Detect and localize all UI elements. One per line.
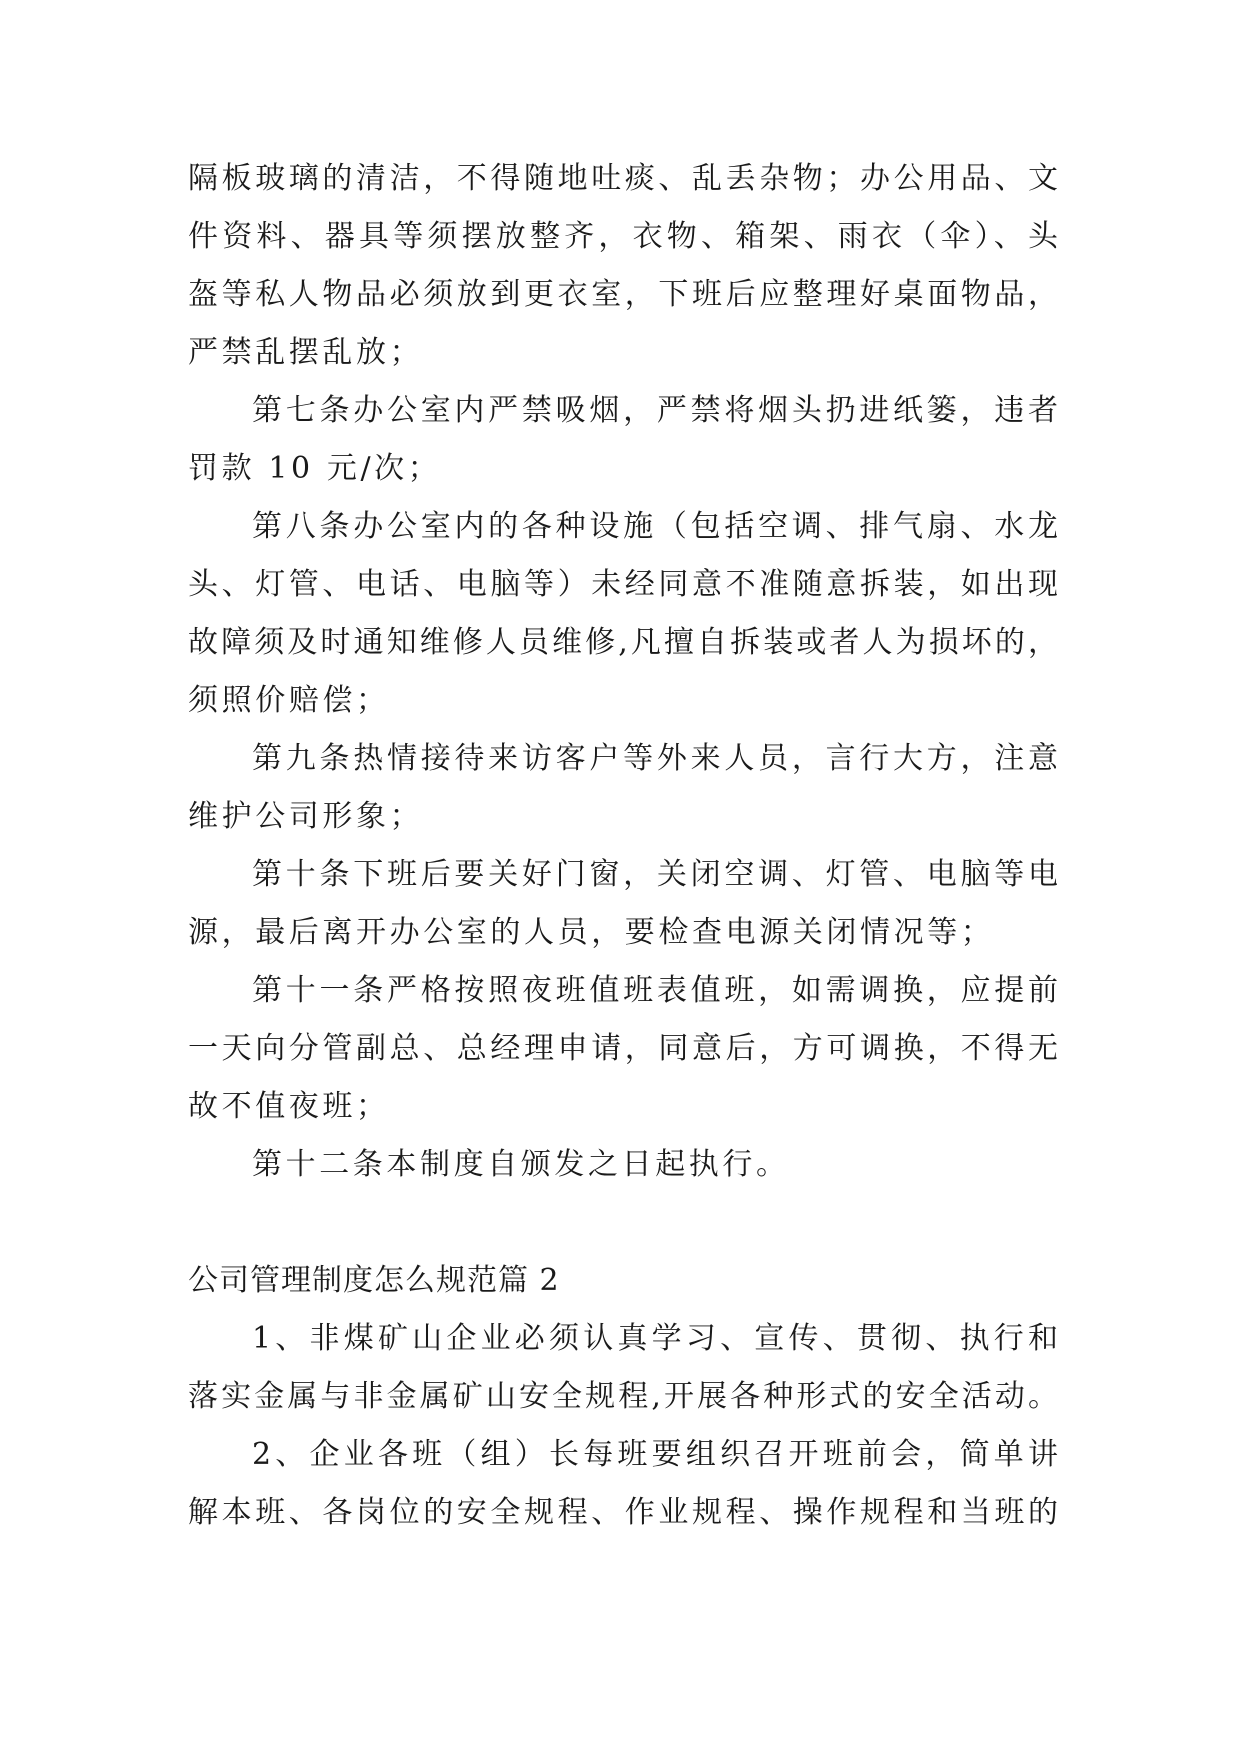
paragraph-item-2: 2、企业各班（组）长每班要组织召开班前会，简单讲 bbox=[252, 1437, 1058, 1472]
section-heading: 公司管理制度怎么规范篇 2 bbox=[188, 1263, 560, 1298]
text-line: 件资料、器具等须摆放整齐，衣物、箱架、雨衣（伞）、头 bbox=[188, 219, 1058, 254]
text-line: 故不值夜班； bbox=[188, 1089, 390, 1124]
text-line: 落实金属与非金属矿山安全规程,开展各种形式的安全活动。 bbox=[188, 1379, 1058, 1414]
text-line: 盔等私人物品必须放到更衣室，下班后应整理好桌面物品， bbox=[188, 277, 1058, 312]
text-line: 源，最后离开办公室的人员，要检查电源关闭情况等； bbox=[188, 915, 995, 950]
text-line: 一天向分管副总、总经理申请，同意后，方可调换，不得无 bbox=[188, 1031, 1058, 1066]
paragraph-item-1: 1、非煤矿山企业必须认真学习、宣传、贯彻、执行和 bbox=[252, 1321, 1058, 1356]
paragraph-article-7: 第七条办公室内严禁吸烟，严禁将烟头扔进纸篓，违者 bbox=[252, 393, 1058, 428]
paragraph-article-8: 第八条办公室内的各种设施（包括空调、排气扇、水龙 bbox=[252, 509, 1058, 544]
paragraph-article-9: 第九条热情接待来访客户等外来人员，言行大方，注意 bbox=[252, 741, 1058, 776]
spacer bbox=[188, 1194, 1058, 1252]
paragraph-article-12: 第十二条本制度自颁发之日起执行。 bbox=[252, 1147, 790, 1182]
text-line: 解本班、各岗位的安全规程、作业规程、操作规程和当班的 bbox=[188, 1495, 1058, 1530]
paragraph-article-10: 第十条下班后要关好门窗，关闭空调、灯管、电脑等电 bbox=[252, 857, 1058, 892]
text-line: 罚款 10 元/次； bbox=[188, 451, 442, 486]
text-line: 严禁乱摆乱放； bbox=[188, 335, 424, 370]
text-line: 维护公司形象； bbox=[188, 799, 424, 834]
text-line: 隔板玻璃的清洁，不得随地吐痰、乱丢杂物；办公用品、文 bbox=[188, 161, 1058, 196]
document-page bbox=[188, 150, 1058, 1542]
text-line: 头、灯管、电话、电脑等）未经同意不准随意拆装，如出现 bbox=[188, 567, 1058, 602]
text-line: 须照价赔偿； bbox=[188, 683, 390, 718]
text-line: 故障须及时通知维修人员维修,凡擅自拆装或者人为损坏的， bbox=[188, 625, 1058, 660]
paragraph-article-11: 第十一条严格按照夜班值班表值班，如需调换，应提前 bbox=[252, 973, 1058, 1008]
